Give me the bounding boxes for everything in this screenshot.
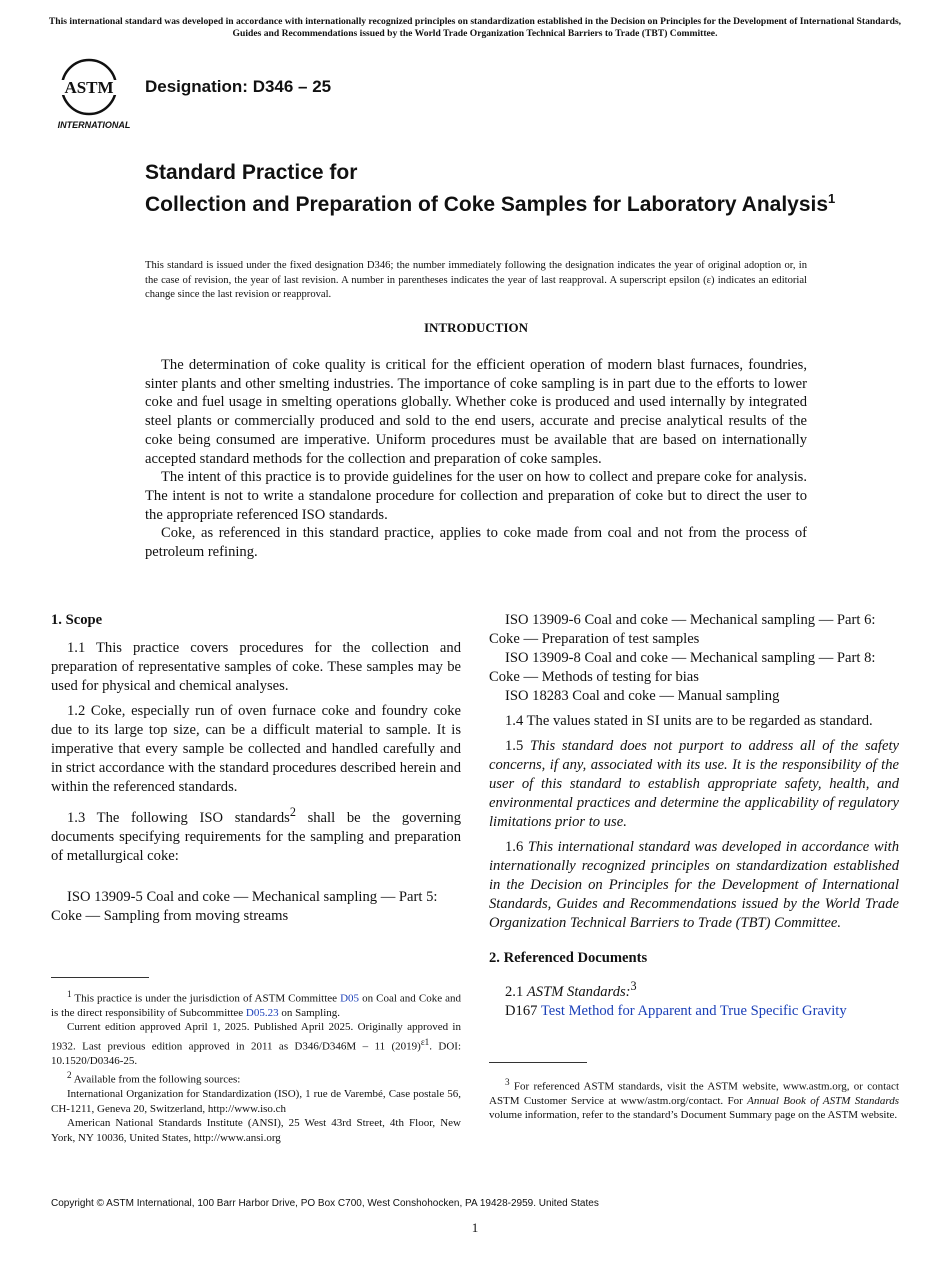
scope-heading: 1. Scope (51, 612, 103, 628)
intro-paragraph: Coke, as referenced in this standard practice, applies to coke made from coal and not from the process of petroleum refining. (145, 525, 807, 561)
astm-logo-icon (54, 57, 134, 131)
iso-standard-item: ISO 13909-8 Coal and coke — Mechanical sampling — Part 8: Coke — Methods of testing for bias (489, 650, 876, 685)
intro-paragraph: The intent of this practice is to provide guidelines for the user on how to collect and prepare coke for analysis. The intent is not to write a standalone procedure for collection and preparation of coke but to direct the user to the appropriate referenced ISO standards. (145, 469, 807, 523)
logo-letters: ASTM (64, 78, 114, 97)
footnote-1: $^1$ This practice is under the jurisdiction of ASTM Committee D05 on Coal and Coke and is the direct responsibility of Subcommittee D05.23 on Sampling. (51, 989, 461, 1020)
title-footnote-mark: 1 (828, 191, 836, 206)
d05-23-link[interactable]: D05.23 (245, 1007, 279, 1020)
footnotes-left (51, 987, 461, 1145)
designation-label: Designation: (145, 77, 248, 96)
footnote-mark-2: 2 (289, 805, 296, 819)
section-2-1: 2.1 ASTM Standards:$^3$ (505, 979, 637, 1000)
astm-logo (54, 57, 134, 131)
copyright: Copyright © ASTM International, 100 Barr Harbor Drive, PO Box C700, West Conshohocken, PA 19428-2959. United States (51, 1198, 599, 1209)
footnote-3: $^3$ For referenced ASTM standards, visit the ASTM website, www.astm.org, or contact ASTM Customer Service at www/astm.org/contact. For Annual Book of ASTM Standards volume information, refer to the standard’s Document Summary page on the ASTM website. (489, 1077, 899, 1122)
d05-link[interactable]: D05 (340, 992, 360, 1005)
title-line-2: Collection and Preparation of Coke Samples for Laboratory Analysis$^1$ (145, 191, 836, 216)
footnote-mark-3: 3 (630, 979, 637, 993)
section-1-2: 1.2 Coke, especially run of oven furnace coke and foundry coke due to its large top size, can be a difficult material to sample. It is imperative that every sample be collected and handled carefully and in strict accordance with the standard procedures described herein and within the referenced standards. (51, 703, 461, 795)
section-1-1: 1.1 This practice covers procedures for the collection and preparation of representative samples of coke. These samples may be used for physical and chemical analyses. (51, 640, 461, 694)
logo-text: INTERNATIONAL (57, 120, 131, 130)
section-1-3: 1.3 The following ISO standards$^2$ shall be the governing documents specifying requirements for the sampling and preparation of metallurgical coke: (51, 805, 461, 864)
iso-standard-item: ISO 13909-5 Coal and coke — Mechanical sampling — Part 5: Coke — Sampling from moving streams (51, 888, 438, 924)
footnote-1-edition: Current edition approved April 1, 2025. Published April 2025. Originally approved in 1932. Last previous edition approved in 2011 as D346/D346M – 11 $(2019)^{\varepsilon 1}$. DOI: 10.1520/D0346-25. (51, 1021, 461, 1067)
footnote-2: $^2$ Available from the following sources: (67, 1070, 241, 1086)
footnote-2-iso: International Organization for Standardization (ISO), 1 rue de Varembé, Case postale 56, CH-1211, Geneva 20, Switzerland, http://www.iso.ch (51, 1088, 461, 1115)
d167-link[interactable]: Test Method for Apparent and True Specific Gravity (540, 1002, 847, 1019)
footnote-divider (51, 977, 149, 978)
designation (145, 77, 331, 97)
title-line-1: Standard Practice for (145, 161, 358, 184)
international-standard-notice: This international standard was developed in accordance with internationally recognized principles on standardization established in the Decision on Principles for the Development of International Standards, Guides and Recommendations issued by the World Trade Organization Technical Barriers to Trade (TBT) Committee. (48, 16, 902, 39)
footnote-2-ansi: American National Standards Institute (ANSI), 25 West 43rd Street, 4th Floor, New York, NY 10036, United States, http://www.ansi.org (51, 1117, 461, 1144)
intro-paragraph: The determination of coke quality is critical for the efficient operation of modern blast furnaces, foundries, sinter plants and other smelting industries. The importance of coke sampling is in part due to the efforts to lower coke and fuel usage in smelting operations globally. Whether coke is produced and used internally by integrated steel plants or commercially produced and sold to the end users, accurate and precise analytical results of the coke being consumed are imperative. Uniform procedures must be available that are based on internationally accepted standard methods for the collection and preparation of coke samples. (145, 357, 807, 467)
designation-code: D346 – 25 (252, 77, 332, 96)
issue-note: This standard is issued under the fixed designation D346; the number immediately following the designation indicates the year of original adoption or, in the case of revision, the year of last revision. A number in parentheses indicates the year of last reapproval. A superscript epsilon (ε) indicates an editorial change since the last revision or reapproval. (145, 260, 807, 300)
section-1-4: 1.4 The values stated in SI units are to be regarded as standard. (505, 713, 873, 729)
right-column (489, 611, 899, 1027)
referenced-documents-heading: 2. Referenced Documents (489, 950, 648, 966)
section-1-5: 1.5 This standard does not purport to address all of the safety concerns, if any, associated with its use. It is the responsibility of the user of this standard to establish appropriate safety, health, and environmental practices and determine the applicability of regulatory limitations prior to use. (489, 738, 899, 830)
left-column (51, 611, 461, 932)
footnote-divider (489, 1062, 587, 1063)
page-number: 1 (471, 1220, 479, 1235)
iso-standard-item: ISO 13909-6 Coal and coke — Mechanical sampling — Part 6: Coke — Preparation of test samples (489, 612, 876, 647)
reference-d167: D167 Test Method for Apparent and True Specific Gravity (505, 1002, 847, 1019)
introduction-heading: INTRODUCTION (423, 320, 528, 335)
document-title (145, 160, 845, 218)
section-1-6: 1.6 This international standard was developed in accordance with internationally recognized principles on standardization established in the Decision on Principles for the Development of International Standards, Guides and Recommendations issued by the World Trade Organization Technical Barriers to Trade (TBT) Committee. (489, 839, 900, 931)
introduction (145, 356, 807, 562)
iso-standard-item: ISO 18283 Coal and coke — Manual sampling (505, 688, 780, 704)
footnotes-right (489, 1075, 899, 1123)
